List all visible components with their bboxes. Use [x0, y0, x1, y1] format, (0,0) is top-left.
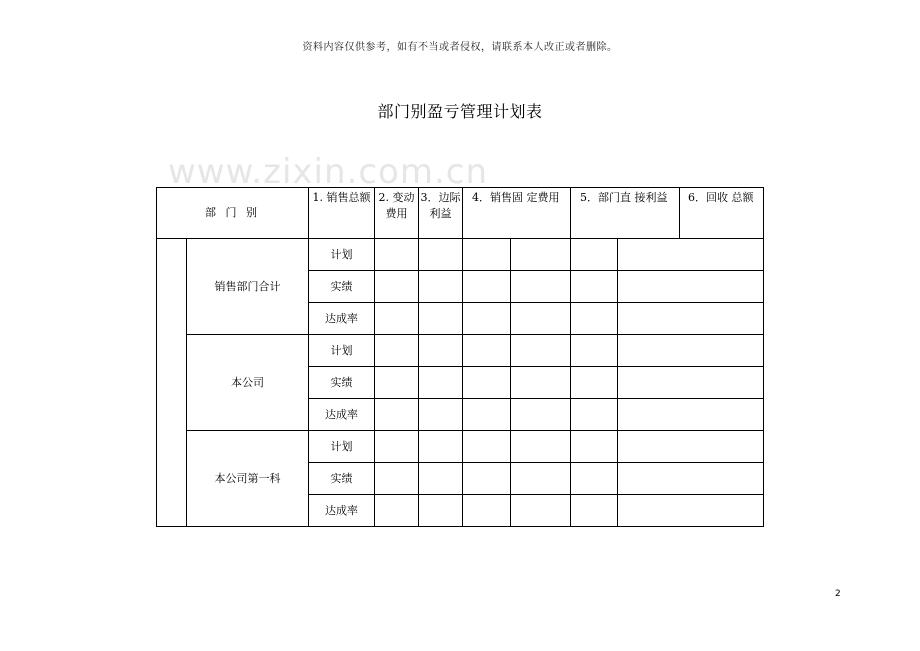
table-row — [157, 431, 764, 463]
data-cell — [571, 271, 618, 303]
header-variable-cost: 2. 变动费用 — [375, 188, 419, 239]
data-cell — [375, 335, 419, 367]
header-dept-direct-profit: 5．部门直 接利益 — [571, 188, 680, 239]
data-cell — [419, 431, 463, 463]
data-cell — [571, 431, 618, 463]
group-name-cell: 本公司第一科 — [187, 431, 309, 527]
data-cell — [463, 495, 511, 527]
data-cell — [375, 271, 419, 303]
outer-category-cell — [157, 239, 187, 527]
data-cell — [375, 239, 419, 271]
header-sales-fixed-cost: 4．销售固 定费用 — [463, 188, 571, 239]
data-cell — [463, 239, 511, 271]
data-cell — [419, 463, 463, 495]
data-cell — [375, 431, 419, 463]
table-header-row — [157, 188, 764, 239]
data-cell — [511, 495, 571, 527]
data-cell — [375, 399, 419, 431]
data-cell — [419, 399, 463, 431]
metric-label: 达成率 — [309, 399, 375, 431]
metric-label: 实绩 — [309, 463, 375, 495]
disclaimer-text: 资料内容仅供参考，如有不当或者侵权，请联系本人改正或者删除。 — [302, 42, 618, 53]
metric-label: 达成率 — [309, 495, 375, 527]
table-row — [157, 335, 764, 367]
data-cell — [618, 367, 764, 399]
data-cell — [511, 463, 571, 495]
header-sales-total: 1. 销售总额 — [309, 188, 375, 239]
group-name-cell: 本公司 — [187, 335, 309, 431]
data-cell — [571, 399, 618, 431]
data-cell — [419, 303, 463, 335]
data-cell — [618, 271, 764, 303]
data-cell — [463, 271, 511, 303]
metric-label: 计划 — [309, 431, 375, 463]
data-cell — [419, 495, 463, 527]
metric-label: 计划 — [309, 335, 375, 367]
data-cell — [571, 367, 618, 399]
metric-label: 实绩 — [309, 367, 375, 399]
data-cell — [511, 239, 571, 271]
data-cell — [618, 431, 764, 463]
document-title: 部门别盈亏管理计划表 — [377, 102, 543, 121]
page-number: 2 — [835, 589, 841, 599]
group-name-cell: 销售部门合计 — [187, 239, 309, 335]
data-cell — [463, 399, 511, 431]
data-cell — [511, 335, 571, 367]
data-cell — [618, 495, 764, 527]
data-cell — [419, 271, 463, 303]
data-cell — [375, 303, 419, 335]
data-cell — [571, 335, 618, 367]
data-cell — [375, 463, 419, 495]
data-cell — [571, 463, 618, 495]
header-dept: 部 门 别 — [157, 188, 309, 239]
metric-label: 实绩 — [309, 271, 375, 303]
data-cell — [571, 495, 618, 527]
header-recovery-total: 6．回收 总额 — [680, 188, 764, 239]
data-cell — [571, 239, 618, 271]
data-cell — [463, 303, 511, 335]
data-cell — [419, 239, 463, 271]
data-cell — [463, 335, 511, 367]
data-cell — [618, 335, 764, 367]
data-cell — [375, 367, 419, 399]
data-cell — [571, 303, 618, 335]
data-cell — [511, 367, 571, 399]
data-cell — [463, 367, 511, 399]
data-cell — [375, 495, 419, 527]
data-cell — [511, 431, 571, 463]
metric-label: 计划 — [309, 239, 375, 271]
data-cell — [463, 431, 511, 463]
data-cell — [463, 463, 511, 495]
data-cell — [511, 399, 571, 431]
data-cell — [618, 463, 764, 495]
watermark: www.zixin.com.cn — [168, 152, 488, 192]
data-cell — [618, 399, 764, 431]
data-cell — [419, 335, 463, 367]
data-cell — [618, 239, 764, 271]
metric-label: 达成率 — [309, 303, 375, 335]
data-cell — [511, 303, 571, 335]
profit-loss-plan-table — [156, 187, 764, 527]
table-row — [157, 239, 764, 271]
data-cell — [511, 271, 571, 303]
data-cell — [618, 303, 764, 335]
data-cell — [419, 367, 463, 399]
header-marginal-profit: 3．边际利益 — [419, 188, 463, 239]
